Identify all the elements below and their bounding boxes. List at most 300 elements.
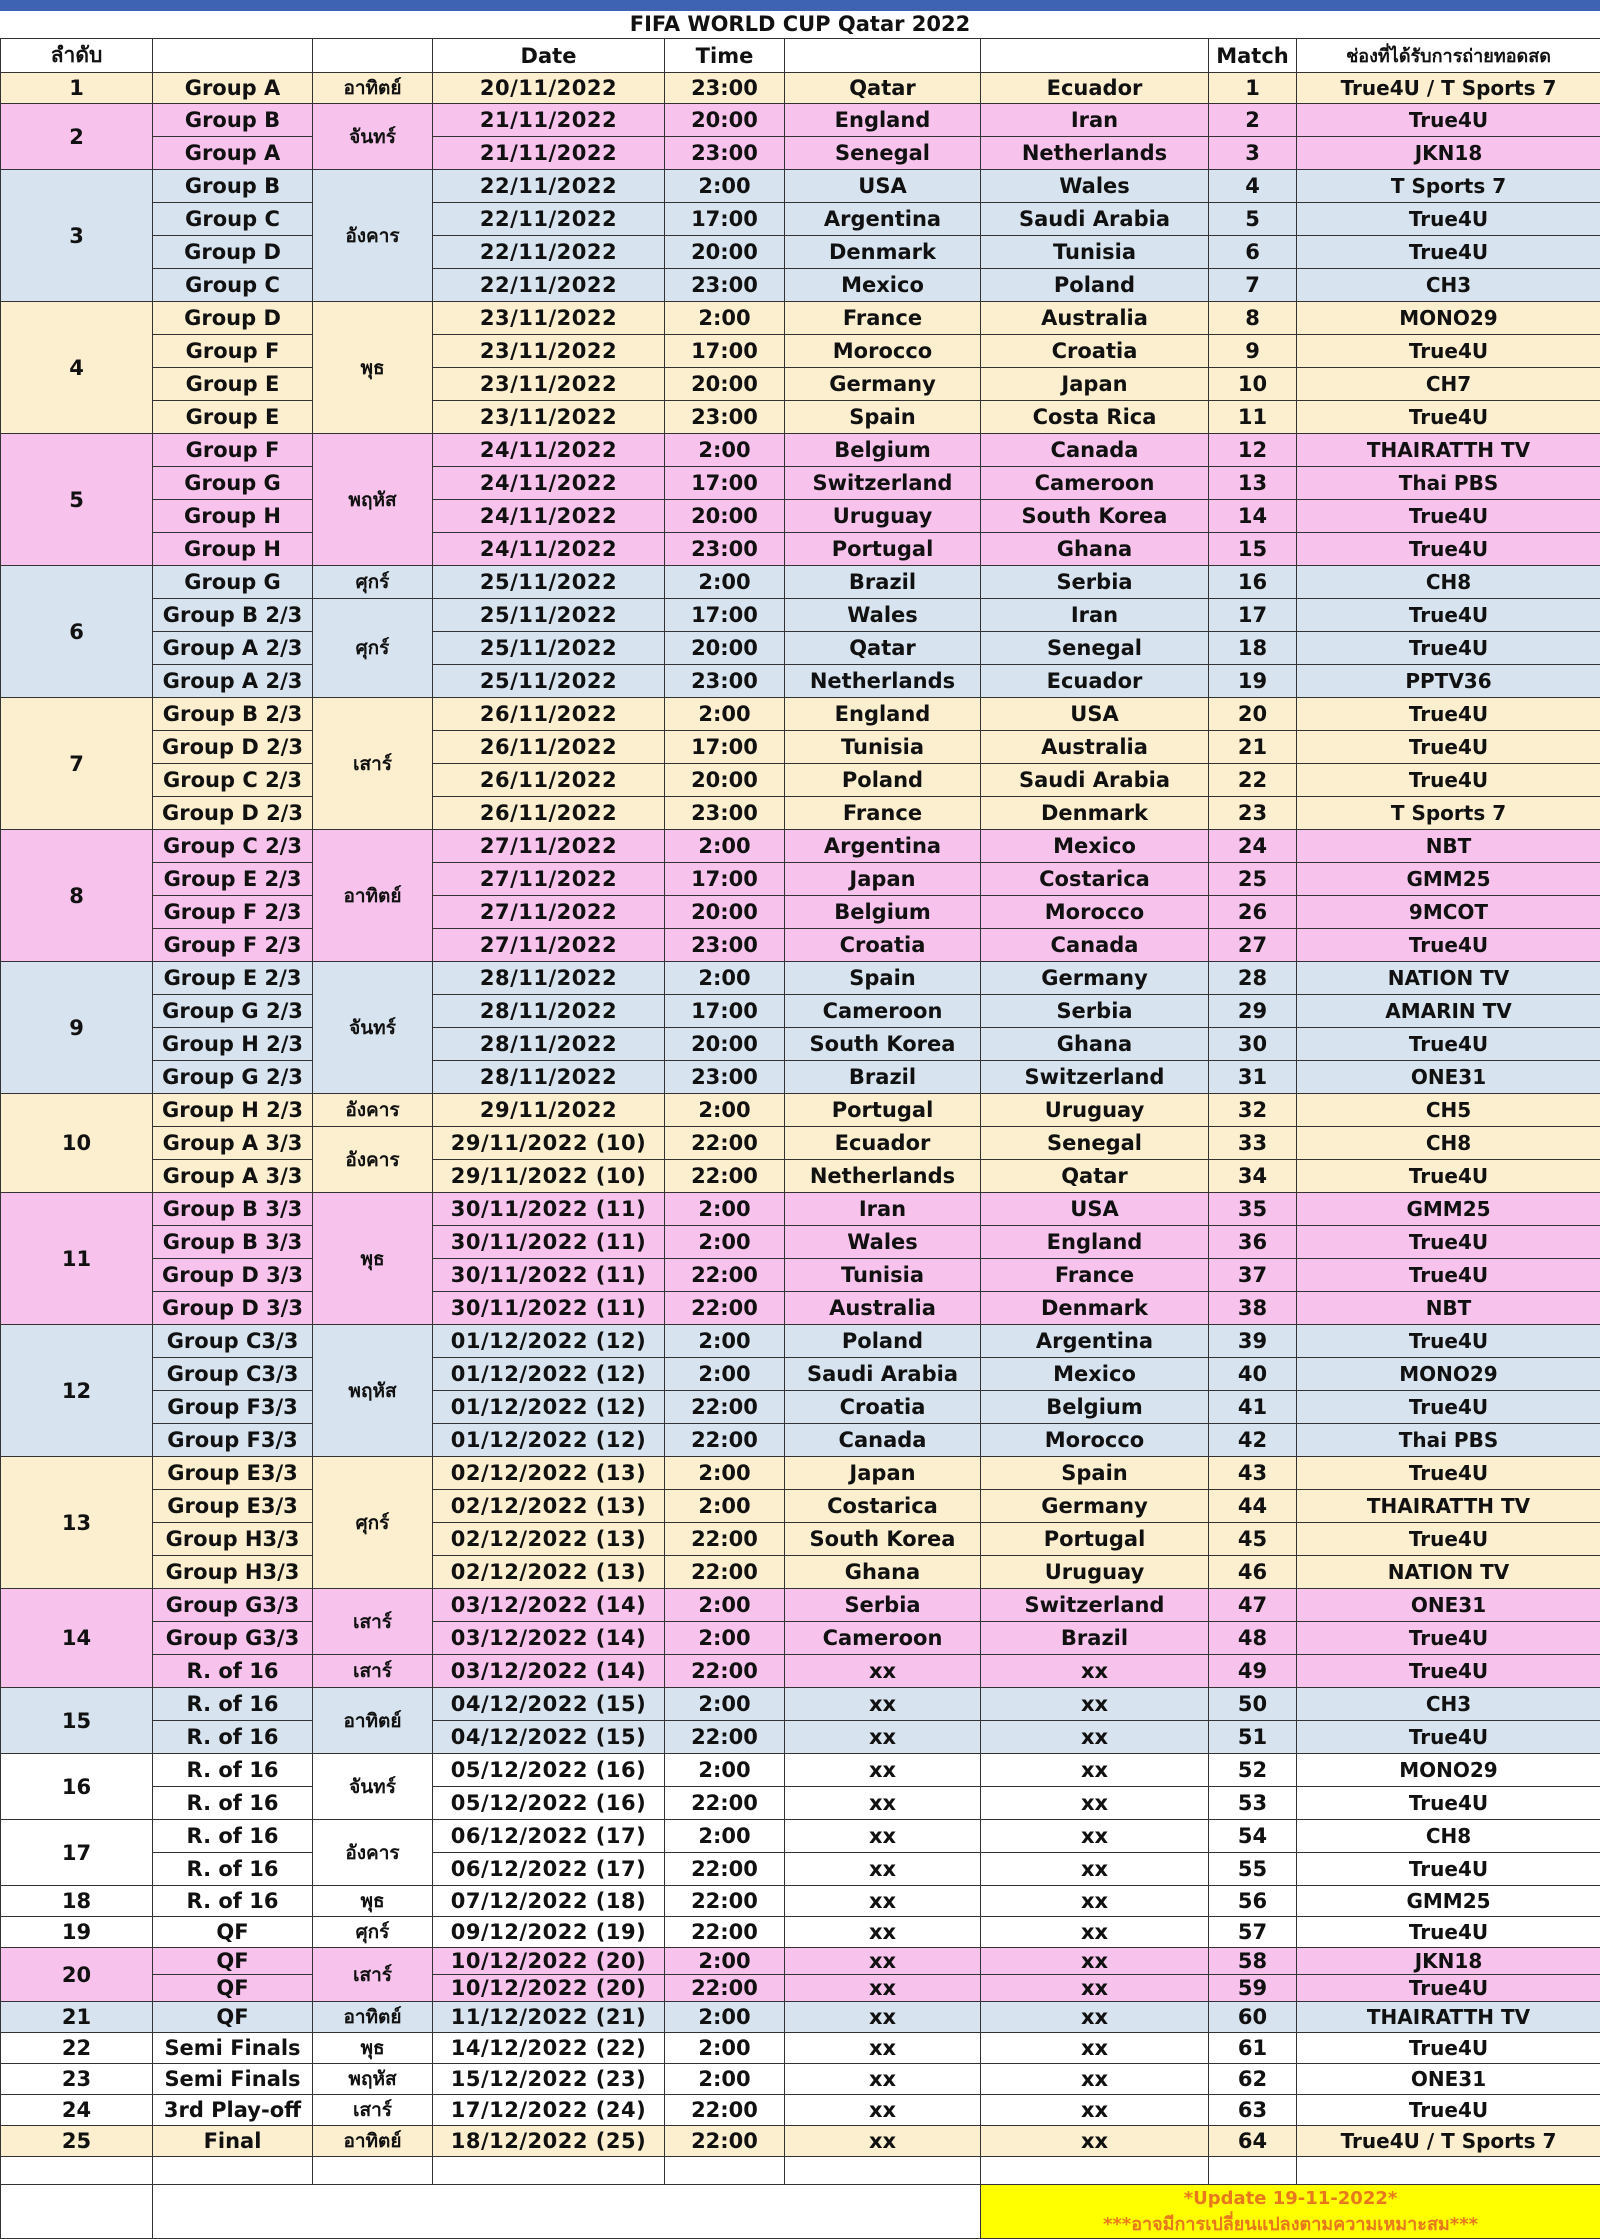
home-team-cell: Switzerland <box>785 467 981 500</box>
date-cell: 28/11/2022 <box>433 962 665 995</box>
channel-cell: NATION TV <box>1297 962 1600 995</box>
match-number-cell: 31 <box>1209 1061 1297 1094</box>
home-team-cell: xx <box>785 2126 981 2157</box>
group-cell: Group H3/3 <box>153 1523 313 1556</box>
channel-cell: THAIRATTH TV <box>1297 2002 1600 2033</box>
group-cell: Group F <box>153 434 313 467</box>
seq-cell: 12 <box>1 1325 153 1457</box>
time-cell: 2:00 <box>665 1948 785 1975</box>
away-team-cell: Ghana <box>981 533 1209 566</box>
match-number-cell: 53 <box>1209 1787 1297 1820</box>
table-row <box>1 1754 1600 1787</box>
table-row <box>1 632 1600 665</box>
header-time: Time <box>665 39 785 73</box>
time-cell: 2:00 <box>665 1490 785 1523</box>
table-row <box>1 962 1600 995</box>
day-cell: อังคาร <box>313 1127 433 1193</box>
time-cell: 17:00 <box>665 731 785 764</box>
table-row <box>1 2002 1600 2033</box>
away-team-cell: xx <box>981 1655 1209 1688</box>
table-row <box>1 1948 1600 1975</box>
channel-cell: True4U <box>1297 599 1600 632</box>
home-team-cell: xx <box>785 1754 981 1787</box>
day-cell: อังคาร <box>313 170 433 302</box>
table-row <box>1 1259 1600 1292</box>
group-cell: Group A 2/3 <box>153 665 313 698</box>
match-number-cell: 2 <box>1209 104 1297 137</box>
channel-cell: 9MCOT <box>1297 896 1600 929</box>
day-cell: อังคาร <box>313 1820 433 1886</box>
seq-cell: 10 <box>1 1094 153 1193</box>
away-team-cell: Mexico <box>981 1358 1209 1391</box>
match-number-cell: 25 <box>1209 863 1297 896</box>
group-cell: Final <box>153 2126 313 2157</box>
channel-cell: True4U <box>1297 533 1600 566</box>
group-cell: R. of 16 <box>153 1688 313 1721</box>
home-team-cell: Denmark <box>785 236 981 269</box>
date-cell: 04/12/2022 (15) <box>433 1688 665 1721</box>
time-cell: 22:00 <box>665 2095 785 2126</box>
channel-cell: ONE31 <box>1297 1589 1600 1622</box>
time-cell: 23:00 <box>665 137 785 170</box>
date-cell: 15/12/2022 (23) <box>433 2064 665 2095</box>
time-cell: 22:00 <box>665 1523 785 1556</box>
channel-cell: CH3 <box>1297 1688 1600 1721</box>
blank-cell <box>433 2157 665 2185</box>
day-cell: อังคาร <box>313 1094 433 1127</box>
channel-cell: CH8 <box>1297 1127 1600 1160</box>
match-number-cell: 9 <box>1209 335 1297 368</box>
away-team-cell: Mexico <box>981 830 1209 863</box>
date-cell: 21/11/2022 <box>433 137 665 170</box>
seq-cell: 4 <box>1 302 153 434</box>
away-team-cell: Morocco <box>981 1424 1209 1457</box>
seq-cell: 18 <box>1 1886 153 1917</box>
group-cell: Group B <box>153 170 313 203</box>
day-cell: เสาร์ <box>313 1948 433 2002</box>
group-cell: Group C3/3 <box>153 1325 313 1358</box>
date-cell: 27/11/2022 <box>433 929 665 962</box>
group-cell: Group G <box>153 566 313 599</box>
match-number-cell: 38 <box>1209 1292 1297 1325</box>
away-team-cell: xx <box>981 1787 1209 1820</box>
table-row <box>1 467 1600 500</box>
table-row <box>1 104 1600 137</box>
seq-cell: 21 <box>1 2002 153 2033</box>
table-row <box>1 698 1600 731</box>
match-number-cell: 5 <box>1209 203 1297 236</box>
home-team-cell: Qatar <box>785 632 981 665</box>
header-seq: ลำดับ <box>1 39 153 73</box>
date-cell: 06/12/2022 (17) <box>433 1853 665 1886</box>
home-team-cell: Cameroon <box>785 995 981 1028</box>
day-cell: พฤหัส <box>313 434 433 566</box>
away-team-cell: Portugal <box>981 1523 1209 1556</box>
header-channel: ช่องที่ได้รับการถ่ายทอดสด <box>1297 39 1600 73</box>
seq-cell: 16 <box>1 1754 153 1820</box>
home-team-cell: Senegal <box>785 137 981 170</box>
home-team-cell: Argentina <box>785 203 981 236</box>
date-cell: 21/11/2022 <box>433 104 665 137</box>
table-row <box>1 302 1600 335</box>
group-cell: Group B <box>153 104 313 137</box>
group-cell: Group C 2/3 <box>153 764 313 797</box>
blank-cell <box>1209 2157 1297 2185</box>
match-number-cell: 43 <box>1209 1457 1297 1490</box>
away-team-cell: Brazil <box>981 1622 1209 1655</box>
table-row <box>1 1917 1600 1948</box>
time-cell: 22:00 <box>665 1917 785 1948</box>
match-number-cell: 63 <box>1209 2095 1297 2126</box>
seq-cell: 9 <box>1 962 153 1094</box>
time-cell: 2:00 <box>665 1688 785 1721</box>
blank-cell <box>981 2157 1209 2185</box>
date-cell: 07/12/2022 (18) <box>433 1886 665 1917</box>
match-number-cell: 21 <box>1209 731 1297 764</box>
away-team-cell: Senegal <box>981 632 1209 665</box>
time-cell: 2:00 <box>665 830 785 863</box>
channel-cell: True4U / T Sports 7 <box>1297 2126 1600 2157</box>
top-accent-bar <box>0 0 1600 11</box>
table-row <box>1 1787 1600 1820</box>
table-row <box>1 335 1600 368</box>
date-cell: 30/11/2022 (11) <box>433 1292 665 1325</box>
time-cell: 23:00 <box>665 1061 785 1094</box>
channel-cell: T Sports 7 <box>1297 170 1600 203</box>
match-number-cell: 22 <box>1209 764 1297 797</box>
home-team-cell: Argentina <box>785 830 981 863</box>
channel-cell: True4U <box>1297 1523 1600 1556</box>
away-team-cell: Costa Rica <box>981 401 1209 434</box>
home-team-cell: Australia <box>785 1292 981 1325</box>
table-row <box>1 863 1600 896</box>
table-row <box>1 2126 1600 2157</box>
match-number-cell: 35 <box>1209 1193 1297 1226</box>
group-cell: Group E 2/3 <box>153 863 313 896</box>
group-cell: Semi Finals <box>153 2064 313 2095</box>
time-cell: 2:00 <box>665 2033 785 2064</box>
match-number-cell: 44 <box>1209 1490 1297 1523</box>
home-team-cell: Ghana <box>785 1556 981 1589</box>
home-team-cell: Portugal <box>785 533 981 566</box>
table-row <box>1 1325 1600 1358</box>
day-cell: อาทิตย์ <box>313 2002 433 2033</box>
date-cell: 26/11/2022 <box>433 731 665 764</box>
channel-cell: True4U <box>1297 203 1600 236</box>
home-team-cell: xx <box>785 1721 981 1754</box>
group-cell: Group H3/3 <box>153 1556 313 1589</box>
time-cell: 22:00 <box>665 1424 785 1457</box>
time-cell: 23:00 <box>665 929 785 962</box>
date-cell: 28/11/2022 <box>433 1061 665 1094</box>
table-row <box>1 236 1600 269</box>
time-cell: 23:00 <box>665 665 785 698</box>
group-cell: Semi Finals <box>153 2033 313 2064</box>
channel-cell: AMARIN TV <box>1297 995 1600 1028</box>
channel-cell: ONE31 <box>1297 1061 1600 1094</box>
home-team-cell: France <box>785 797 981 830</box>
away-team-cell: Japan <box>981 368 1209 401</box>
update-note <box>981 2185 1600 2239</box>
match-number-cell: 57 <box>1209 1917 1297 1948</box>
away-team-cell: xx <box>981 1917 1209 1948</box>
match-number-cell: 47 <box>1209 1589 1297 1622</box>
group-cell: Group E3/3 <box>153 1457 313 1490</box>
away-team-cell: Serbia <box>981 995 1209 1028</box>
channel-cell: CH5 <box>1297 1094 1600 1127</box>
home-team-cell: Mexico <box>785 269 981 302</box>
home-team-cell: Netherlands <box>785 1160 981 1193</box>
home-team-cell: xx <box>785 1853 981 1886</box>
match-number-cell: 24 <box>1209 830 1297 863</box>
time-cell: 22:00 <box>665 1160 785 1193</box>
table-row <box>1 1424 1600 1457</box>
match-number-cell: 27 <box>1209 929 1297 962</box>
table-row <box>1 73 1600 104</box>
blank-cell <box>313 2157 433 2185</box>
table-row <box>1 797 1600 830</box>
away-team-cell: Ecuador <box>981 73 1209 104</box>
day-cell: จันทร์ <box>313 962 433 1094</box>
away-team-cell: xx <box>981 1688 1209 1721</box>
update-date-label: *Update 19-11-2022* <box>981 2186 1600 2212</box>
channel-cell: True4U <box>1297 1622 1600 1655</box>
away-team-cell: Denmark <box>981 1292 1209 1325</box>
seq-cell: 2 <box>1 104 153 170</box>
table-row <box>1 1853 1600 1886</box>
time-cell: 22:00 <box>665 1259 785 1292</box>
channel-cell: True4U <box>1297 236 1600 269</box>
date-cell: 03/12/2022 (14) <box>433 1589 665 1622</box>
date-cell: 29/11/2022 <box>433 1094 665 1127</box>
time-cell: 17:00 <box>665 863 785 896</box>
seq-cell: 17 <box>1 1820 153 1886</box>
away-team-cell: Iran <box>981 104 1209 137</box>
home-team-cell: Serbia <box>785 1589 981 1622</box>
date-cell: 04/12/2022 (15) <box>433 1721 665 1754</box>
match-number-cell: 30 <box>1209 1028 1297 1061</box>
time-cell: 22:00 <box>665 1721 785 1754</box>
channel-cell: Thai PBS <box>1297 1424 1600 1457</box>
group-cell: QF <box>153 1975 313 2002</box>
blank-cell <box>153 2157 313 2185</box>
date-cell: 26/11/2022 <box>433 764 665 797</box>
time-cell: 23:00 <box>665 269 785 302</box>
group-cell: R. of 16 <box>153 1721 313 1754</box>
away-team-cell: South Korea <box>981 500 1209 533</box>
away-team-cell: Uruguay <box>981 1556 1209 1589</box>
blank-cell <box>1 2185 153 2239</box>
channel-cell: True4U <box>1297 1457 1600 1490</box>
group-cell: Group F3/3 <box>153 1424 313 1457</box>
group-cell: QF <box>153 1917 313 1948</box>
match-number-cell: 17 <box>1209 599 1297 632</box>
date-cell: 01/12/2022 (12) <box>433 1358 665 1391</box>
away-team-cell: Morocco <box>981 896 1209 929</box>
channel-cell: True4U <box>1297 1655 1600 1688</box>
table-row <box>1 1589 1600 1622</box>
date-cell: 30/11/2022 (11) <box>433 1259 665 1292</box>
channel-cell: MONO29 <box>1297 302 1600 335</box>
away-team-cell: xx <box>981 2095 1209 2126</box>
channel-cell: GMM25 <box>1297 1886 1600 1917</box>
away-team-cell: England <box>981 1226 1209 1259</box>
time-cell: 17:00 <box>665 203 785 236</box>
group-cell: Group A 2/3 <box>153 632 313 665</box>
table-row <box>1 1886 1600 1917</box>
home-team-cell: Costarica <box>785 1490 981 1523</box>
time-cell: 2:00 <box>665 1754 785 1787</box>
group-cell: Group G3/3 <box>153 1589 313 1622</box>
home-team-cell: Portugal <box>785 1094 981 1127</box>
day-cell: ศุกร์ <box>313 599 433 698</box>
away-team-cell: Argentina <box>981 1325 1209 1358</box>
channel-cell: NBT <box>1297 830 1600 863</box>
match-number-cell: 34 <box>1209 1160 1297 1193</box>
table-row <box>1 434 1600 467</box>
away-team-cell: xx <box>981 1975 1209 2002</box>
day-cell: จันทร์ <box>313 1754 433 1820</box>
match-number-cell: 42 <box>1209 1424 1297 1457</box>
table-row <box>1 1292 1600 1325</box>
channel-cell: CH7 <box>1297 368 1600 401</box>
schedule-table <box>0 38 1600 2239</box>
away-team-cell: Ecuador <box>981 665 1209 698</box>
table-row <box>1 170 1600 203</box>
match-number-cell: 48 <box>1209 1622 1297 1655</box>
group-cell: Group C <box>153 203 313 236</box>
date-cell: 06/12/2022 (17) <box>433 1820 665 1853</box>
date-cell: 02/12/2022 (13) <box>433 1490 665 1523</box>
day-cell: อาทิตย์ <box>313 1688 433 1754</box>
match-number-cell: 62 <box>1209 2064 1297 2095</box>
match-number-cell: 49 <box>1209 1655 1297 1688</box>
match-number-cell: 11 <box>1209 401 1297 434</box>
seq-cell: 24 <box>1 2095 153 2126</box>
group-cell: Group D 3/3 <box>153 1259 313 1292</box>
channel-cell: NBT <box>1297 1292 1600 1325</box>
away-team-cell: Canada <box>981 929 1209 962</box>
channel-cell: True4U <box>1297 1787 1600 1820</box>
away-team-cell: France <box>981 1259 1209 1292</box>
table-row <box>1 1688 1600 1721</box>
channel-cell: True4U <box>1297 632 1600 665</box>
home-team-cell: Brazil <box>785 566 981 599</box>
time-cell: 20:00 <box>665 236 785 269</box>
header-date: Date <box>433 39 665 73</box>
match-number-cell: 3 <box>1209 137 1297 170</box>
home-team-cell: xx <box>785 1688 981 1721</box>
channel-cell: CH3 <box>1297 269 1600 302</box>
table-row <box>1 1655 1600 1688</box>
date-cell: 25/11/2022 <box>433 665 665 698</box>
channel-cell: PPTV36 <box>1297 665 1600 698</box>
group-cell: Group B 3/3 <box>153 1226 313 1259</box>
away-team-cell: Australia <box>981 731 1209 764</box>
away-team-cell: xx <box>981 1754 1209 1787</box>
day-cell: จันทร์ <box>313 104 433 170</box>
away-team-cell: Spain <box>981 1457 1209 1490</box>
home-team-cell: Belgium <box>785 434 981 467</box>
home-team-cell: South Korea <box>785 1028 981 1061</box>
match-number-cell: 26 <box>1209 896 1297 929</box>
group-cell: Group G 2/3 <box>153 1061 313 1094</box>
away-team-cell: Switzerland <box>981 1589 1209 1622</box>
home-team-cell: Iran <box>785 1193 981 1226</box>
channel-cell: CH8 <box>1297 566 1600 599</box>
time-cell: 20:00 <box>665 896 785 929</box>
time-cell: 2:00 <box>665 170 785 203</box>
channel-cell: NATION TV <box>1297 1556 1600 1589</box>
table-row <box>1 1622 1600 1655</box>
group-cell: Group F <box>153 335 313 368</box>
match-number-cell: 29 <box>1209 995 1297 1028</box>
seq-cell: 19 <box>1 1917 153 1948</box>
day-cell: อาทิตย์ <box>313 830 433 962</box>
channel-cell: ONE31 <box>1297 2064 1600 2095</box>
match-number-cell: 37 <box>1209 1259 1297 1292</box>
home-team-cell: Poland <box>785 764 981 797</box>
away-team-cell: xx <box>981 2064 1209 2095</box>
day-cell: พฤหัส <box>313 1325 433 1457</box>
date-cell: 24/11/2022 <box>433 533 665 566</box>
group-cell: R. of 16 <box>153 1886 313 1917</box>
date-cell: 18/12/2022 (25) <box>433 2126 665 2157</box>
group-cell: QF <box>153 2002 313 2033</box>
table-row <box>1 566 1600 599</box>
table-row <box>1 1358 1600 1391</box>
away-team-cell: Qatar <box>981 1160 1209 1193</box>
home-team-cell: xx <box>785 1820 981 1853</box>
away-team-cell: USA <box>981 698 1209 731</box>
away-team-cell: xx <box>981 2126 1209 2157</box>
blank-row <box>1 2157 1600 2185</box>
home-team-cell: xx <box>785 1655 981 1688</box>
seq-cell: 11 <box>1 1193 153 1325</box>
day-cell: ศุกร์ <box>313 566 433 599</box>
away-team-cell: Senegal <box>981 1127 1209 1160</box>
date-cell: 24/11/2022 <box>433 467 665 500</box>
home-team-cell: Canada <box>785 1424 981 1457</box>
time-cell: 2:00 <box>665 1457 785 1490</box>
day-cell: พุธ <box>313 302 433 434</box>
match-number-cell: 28 <box>1209 962 1297 995</box>
away-team-cell: xx <box>981 2002 1209 2033</box>
seq-cell: 20 <box>1 1948 153 2002</box>
day-cell: อาทิตย์ <box>313 2126 433 2157</box>
match-number-cell: 64 <box>1209 2126 1297 2157</box>
home-team-cell: Cameroon <box>785 1622 981 1655</box>
away-team-cell: Croatia <box>981 335 1209 368</box>
away-team-cell: Uruguay <box>981 1094 1209 1127</box>
group-cell: Group A <box>153 137 313 170</box>
date-cell: 22/11/2022 <box>433 203 665 236</box>
time-cell: 22:00 <box>665 1787 785 1820</box>
date-cell: 11/12/2022 (21) <box>433 2002 665 2033</box>
channel-cell: True4U <box>1297 1028 1600 1061</box>
table-row <box>1 929 1600 962</box>
home-team-cell: England <box>785 698 981 731</box>
seq-cell: 15 <box>1 1688 153 1754</box>
away-team-cell: xx <box>981 2033 1209 2064</box>
group-cell: Group H 2/3 <box>153 1028 313 1061</box>
group-cell: 3rd Play-off <box>153 2095 313 2126</box>
match-number-cell: 15 <box>1209 533 1297 566</box>
blank-cell <box>665 2157 785 2185</box>
disclaimer-label: ***อาจมีการเปลี่ยนแปลงตามความเหมาะสม*** <box>981 2212 1600 2238</box>
channel-cell: True4U <box>1297 104 1600 137</box>
table-row <box>1 599 1600 632</box>
